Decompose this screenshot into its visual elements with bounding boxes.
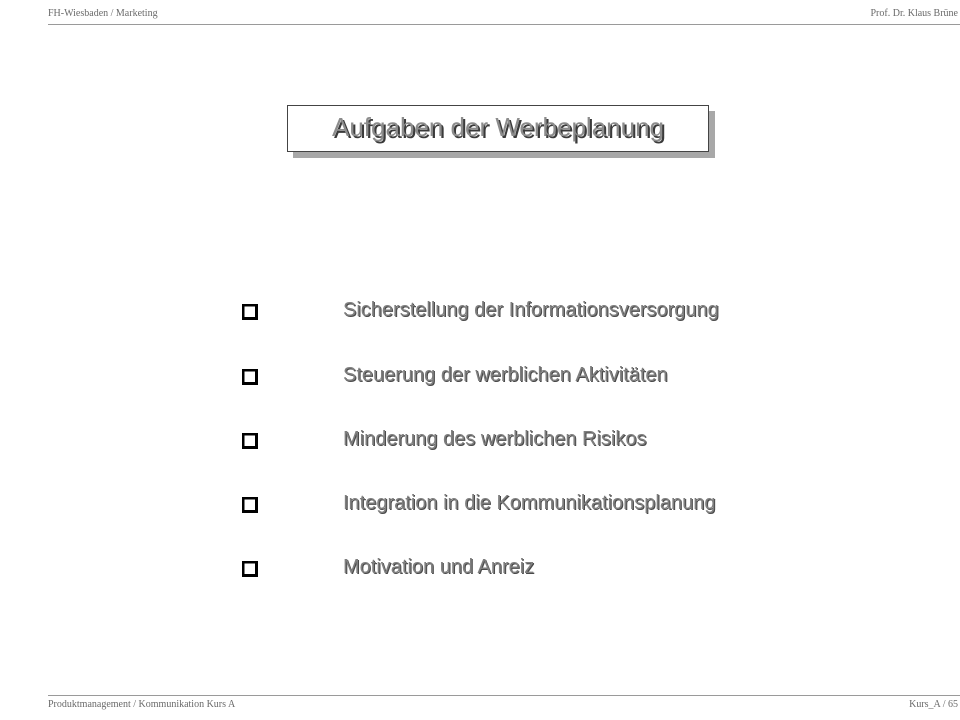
list-item	[240, 296, 840, 330]
list-item	[240, 553, 840, 587]
header-course: FH-Wiesbaden / Marketing	[48, 8, 158, 19]
slide-title: Aufgaben der Werbeplanung	[332, 112, 664, 142]
footer-page-number: Kurs_A / 65	[909, 699, 958, 710]
footer-course: Produktmanagement / Kommunikation Kurs A	[48, 699, 236, 710]
slide-footer	[48, 695, 960, 716]
list-item-label: Minderung des werblichen Risikos	[343, 428, 647, 450]
checkbox-icon	[242, 497, 260, 515]
checkbox-icon	[242, 369, 260, 387]
title-box	[287, 105, 709, 152]
checkbox-icon	[242, 433, 260, 451]
header-author: Prof. Dr. Klaus Brüne	[870, 8, 958, 19]
checkbox-icon	[242, 304, 260, 322]
list-item	[240, 425, 840, 459]
list-item-label: Sicherstellung der Informationsversorgung	[343, 299, 719, 321]
list-item	[240, 361, 840, 395]
list-item-label: Integration in die Kommunikationsplanung	[343, 492, 716, 514]
list-item-label: Motivation und Anreiz	[343, 556, 535, 578]
checkbox-icon	[242, 561, 260, 579]
slide-header	[48, 3, 960, 25]
list-item-label: Steuerung der werblichen Aktivitäten	[343, 364, 668, 386]
list-item	[240, 489, 840, 523]
